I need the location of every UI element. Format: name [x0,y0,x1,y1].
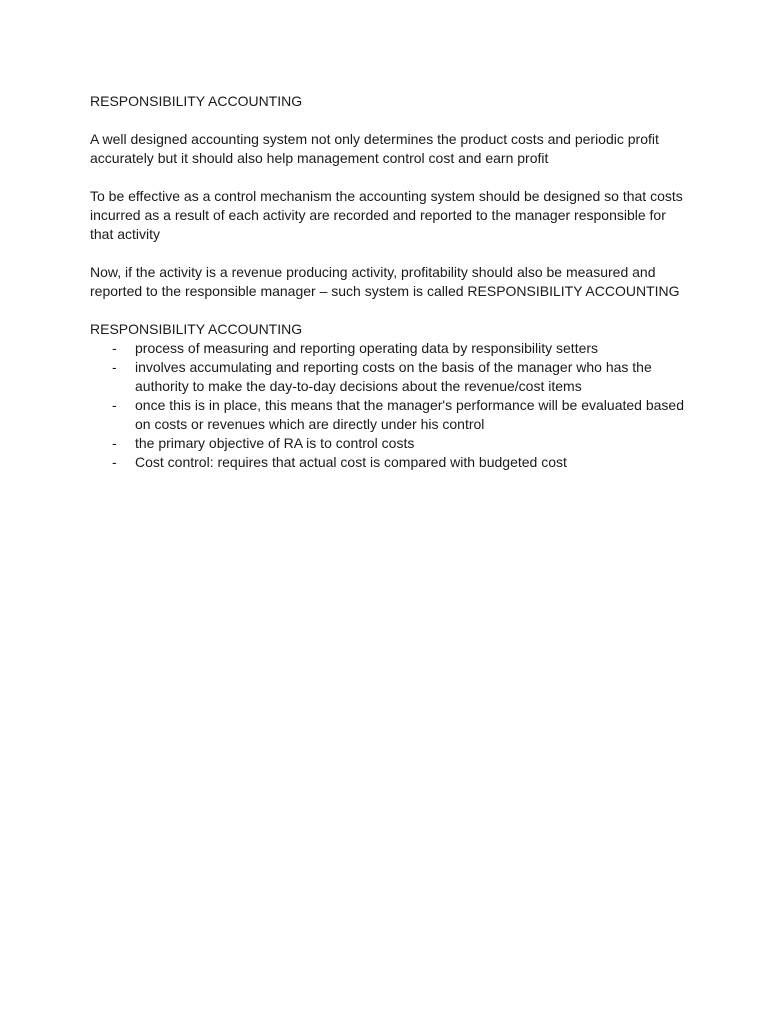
list-item [90,358,690,396]
bullet-dash: - [112,435,117,451]
paragraph-control-mechanism: To be effective as a control mechanism the accounting system should be designed so that costs incurred as a result of each activity are recorded and reported to the manager responsible for that activity [90,188,683,242]
bullet-dash: - [112,340,117,356]
list-item [90,339,690,358]
section-heading: RESPONSIBILITY ACCOUNTING [90,321,303,337]
bullet-dash: - [112,454,117,470]
list-item-text: the primary objective of RA is to control costs [135,435,415,451]
list-item [90,453,690,472]
document-body [90,92,690,472]
list-item-text: process of measuring and reporting operating data by responsibility setters [135,340,599,356]
list-item [90,434,690,453]
document-title: RESPONSIBILITY ACCOUNTING [90,93,303,109]
list-item [90,396,690,434]
list-item-text: once this is in place, this means that the manager's performance will be evaluated based on costs or revenues which are directly under his control [135,397,684,432]
paragraph-accounting-system: A well designed accounting system not only determines the product costs and periodic profit accurately but it should also help management control cost and earn profit [90,131,659,166]
paragraph-revenue-activity: Now, if the activity is a revenue producing activity, profitability should also be measured and reported to the responsible manager – such system is called RESPONSIBILITY ACCOUNTING [90,264,680,299]
list-item-text: involves accumulating and reporting costs on the basis of the manager who has the authority to make the day-to-day decisions about the revenue/cost items [135,359,652,394]
bullet-dash: - [112,397,117,413]
bullet-list [90,339,690,472]
bullet-dash: - [112,359,117,375]
list-item-text: Cost control: requires that actual cost is compared with budgeted cost [135,454,567,470]
